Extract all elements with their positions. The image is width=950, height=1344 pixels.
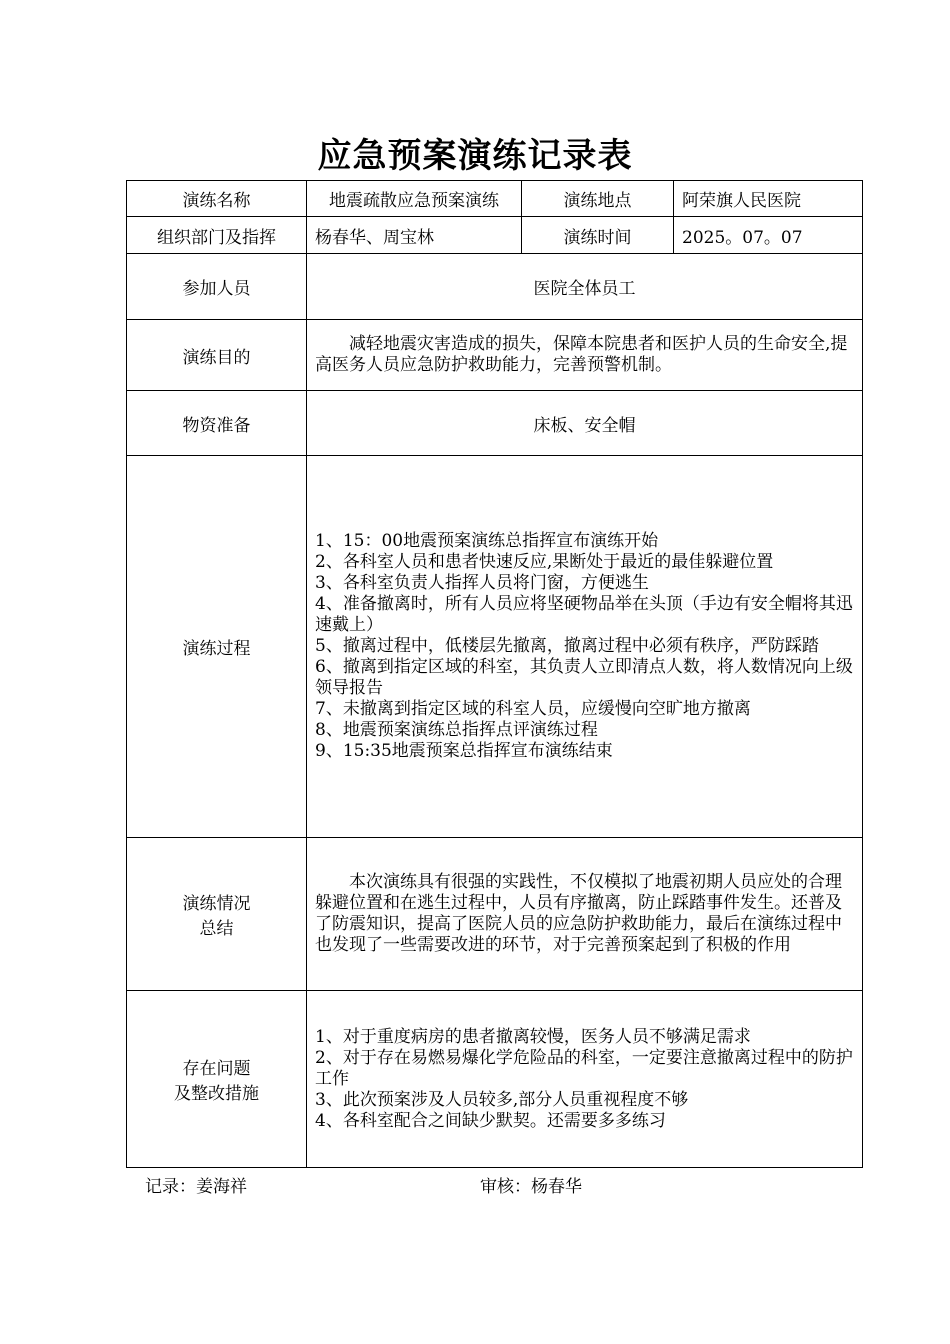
purpose-value: 减轻地震灾害造成的损失，保障本院患者和医护人员的生命安全,提高医务人员应急防护救助能力，完善预警机制。	[307, 320, 863, 391]
issues-label-line: 存在问题	[182, 1059, 251, 1079]
row-summary	[127, 838, 863, 991]
organizer-label: 组织部门及指挥	[127, 217, 307, 254]
row-participants	[127, 254, 863, 320]
page-title: 应急预案演练记录表	[317, 136, 633, 176]
reviewer: 审核：杨春华	[480, 1177, 582, 1197]
row-organizer-time	[127, 217, 863, 254]
process-item: 3、各科室负责人指挥人员将门窗，方便逃生	[315, 573, 649, 593]
recorder: 记录：姜海祥	[145, 1177, 247, 1197]
summary-label	[127, 838, 307, 991]
issue-item: 4、各科室配合之间缺少默契。还需要多多练习	[315, 1110, 666, 1131]
participants-value: 医院全体员工	[307, 254, 863, 320]
process-label: 演练过程	[127, 456, 307, 838]
time-label: 演练时间	[522, 217, 674, 254]
issues-list	[307, 991, 863, 1168]
time-value: 2025。07。07	[674, 217, 863, 254]
issue-item: 1、对于重度病房的患者撤离较慢，医务人员不够满足需求	[315, 1026, 751, 1047]
process-item: 1、15：00地震预案演练总指挥宣布演练开始	[315, 531, 659, 551]
summary-label-line: 总结	[199, 919, 234, 939]
drill-name-value: 地震疏散应急预案演练	[307, 181, 522, 217]
location-label: 演练地点	[522, 181, 674, 217]
row-issues	[127, 991, 863, 1168]
row-name-location	[127, 181, 863, 217]
drill-name-label: 演练名称	[127, 181, 307, 217]
process-item: 9、15:35地震预案总指挥宣布演练结束	[315, 741, 613, 761]
summary-value: 本次演练具有很强的实践性，不仅模拟了地震初期人员应处的合理躲避位置和在逃生过程中，人员有序撤离，防止踩踏事件发生。还普及了防震知识，提高了医院人员的应急防护救助能力，最后在演练过程中也发现了一些需要改进的环节，对于完善预案起到了积极的作用	[307, 838, 863, 991]
issues-label	[127, 991, 307, 1168]
process-item: 7、未撤离到指定区域的科室人员，应缓慢向空旷地方撤离	[315, 699, 751, 719]
organizer-value: 杨春华、周宝林	[307, 217, 522, 254]
process-item: 4、准备撤离时，所有人员应将坚硬物品举在头顶（手边有安全帽将其迅速戴上）	[315, 594, 853, 635]
issues-label-line: 及整改措施	[174, 1084, 259, 1104]
materials-value: 床板、安全帽	[307, 391, 863, 456]
process-list	[307, 456, 863, 838]
row-materials	[127, 391, 863, 456]
issue-item: 3、此次预案涉及人员较多,部分人员重视程度不够	[315, 1089, 689, 1110]
process-item: 5、撤离过程中，低楼层先撤离，撤离过程中必须有秩序，严防踩踏	[315, 636, 819, 656]
process-item: 2、各科室人员和患者快速反应,果断处于最近的最佳躲避位置	[315, 552, 774, 572]
row-process	[127, 456, 863, 838]
issue-item: 2、对于存在易燃易爆化学危险品的科室，一定要注意撤离过程中的防护工作	[315, 1047, 853, 1089]
process-item: 6、撤离到指定区域的科室，其负责人立即清点人数，将人数情况向上级领导报告	[315, 657, 853, 698]
drill-record-table	[126, 180, 863, 1168]
summary-label-line: 演练情况	[182, 894, 251, 914]
row-purpose	[127, 320, 863, 391]
process-item: 8、地震预案演练总指挥点评演练过程	[315, 720, 598, 740]
materials-label: 物资准备	[127, 391, 307, 456]
participants-label: 参加人员	[127, 254, 307, 320]
location-value: 阿荣旗人民医院	[674, 181, 863, 217]
purpose-label: 演练目的	[127, 320, 307, 391]
